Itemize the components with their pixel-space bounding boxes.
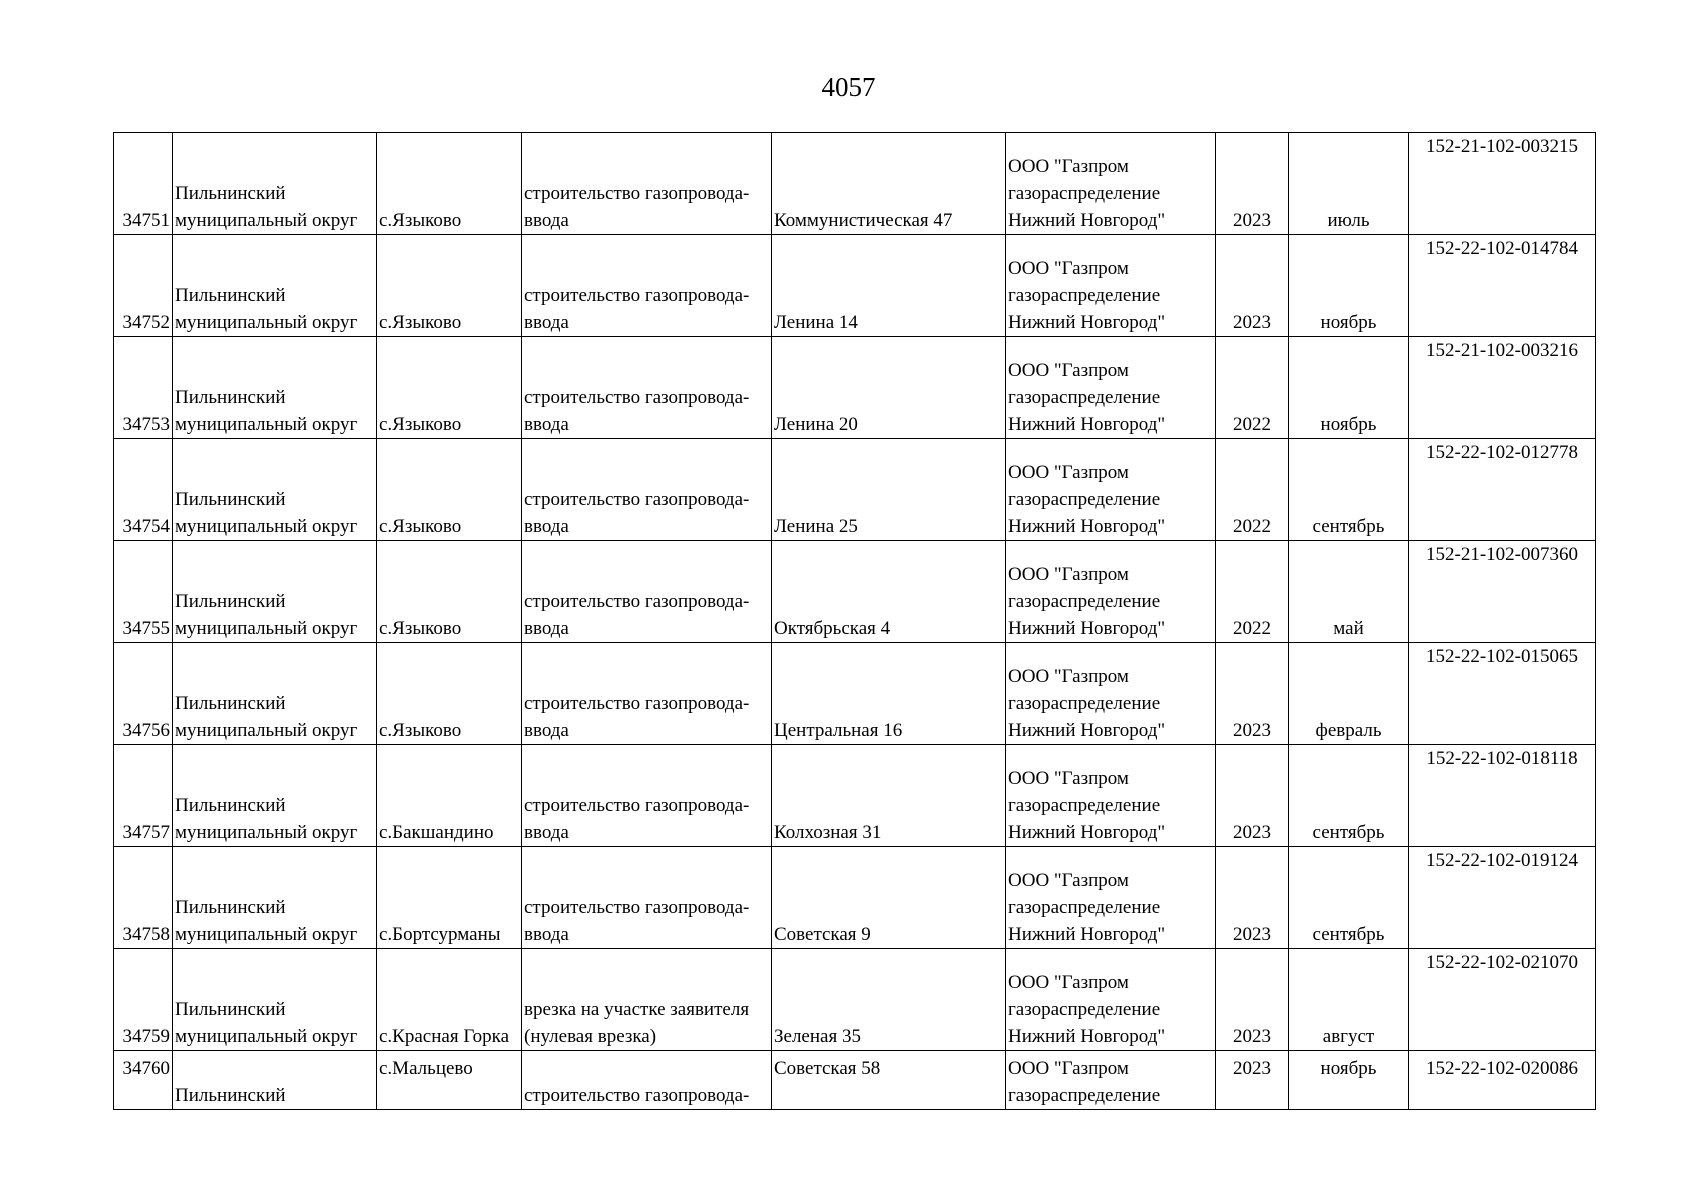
organization-cell-line: Нижний Новгород" <box>1008 924 1166 945</box>
work-type-cell-line: строительство газопровода- <box>524 387 750 408</box>
work-type-cell <box>522 949 772 1051</box>
table-row <box>114 1051 1596 1110</box>
address-cell: Зеленая 35 <box>772 949 1006 1051</box>
work-type-cell <box>522 541 772 643</box>
settlement-cell: с.Языково <box>377 439 522 541</box>
work-type-cell <box>522 133 772 235</box>
settlement-cell: с.Языково <box>377 133 522 235</box>
month-cell: сентябрь <box>1289 439 1409 541</box>
row-number-cell: 34757 <box>114 745 173 847</box>
month-cell: февраль <box>1289 643 1409 745</box>
row-number-cell: 34758 <box>114 847 173 949</box>
address-cell: Коммунистическая 47 <box>772 133 1006 235</box>
work-type-cell-line: (нулевая врезка) <box>524 1026 657 1047</box>
work-type-cell <box>522 235 772 337</box>
district-cell-line: муниципальный округ <box>175 210 358 231</box>
work-type-cell-line: строительство газопровода- <box>524 285 750 306</box>
year-cell: 2022 <box>1216 337 1289 439</box>
row-number-cell: 34759 <box>114 949 173 1051</box>
district-cell-line: Пильнинский <box>175 387 286 408</box>
month-cell: сентябрь <box>1289 745 1409 847</box>
district-cell-line: Пильнинский <box>175 591 286 612</box>
settlement-cell: с.Красная Горка <box>377 949 522 1051</box>
district-cell-line: муниципальный округ <box>175 618 358 639</box>
month-cell: ноябрь <box>1289 1051 1409 1110</box>
work-type-cell-line: строительство газопровода- <box>524 897 750 918</box>
organization-cell-line: Нижний Новгород" <box>1008 312 1166 333</box>
organization-cell <box>1006 439 1216 541</box>
row-number-cell: 34760 <box>114 1051 173 1110</box>
organization-cell <box>1006 337 1216 439</box>
organization-cell-line: Нижний Новгород" <box>1008 822 1166 843</box>
work-type-cell <box>522 337 772 439</box>
row-number-cell: 34753 <box>114 337 173 439</box>
address-cell: Советская 9 <box>772 847 1006 949</box>
code-cell: 152-21-102-007360 <box>1409 541 1596 643</box>
district-cell-line: муниципальный округ <box>175 720 358 741</box>
organization-cell-line: Нижний Новгород" <box>1008 618 1166 639</box>
year-cell: 2023 <box>1216 745 1289 847</box>
district-cell <box>173 235 377 337</box>
address-cell: Ленина 14 <box>772 235 1006 337</box>
organization-cell-line: газораспределение <box>1008 183 1161 204</box>
district-cell-line: Пильнинский <box>175 897 286 918</box>
month-cell: август <box>1289 949 1409 1051</box>
work-type-cell-line: строительство газопровода- <box>524 795 750 816</box>
district-cell-line: муниципальный округ <box>175 516 358 537</box>
work-type-cell <box>522 1051 772 1110</box>
organization-cell-line: газораспределение <box>1008 693 1161 714</box>
organization-cell-line: газораспределение <box>1008 489 1161 510</box>
organization-cell-line: газораспределение <box>1008 795 1161 816</box>
work-type-cell <box>522 745 772 847</box>
organization-cell-line: ООО "Газпром <box>1008 666 1129 687</box>
organization-cell-line: газораспределение <box>1008 591 1161 612</box>
address-cell: Советская 58 <box>772 1051 1006 1110</box>
address-cell: Колхозная 31 <box>772 745 1006 847</box>
register-body <box>114 133 1596 1110</box>
work-type-cell-line: врезка на участке заявителя <box>524 999 750 1020</box>
month-cell: ноябрь <box>1289 235 1409 337</box>
organization-cell-line: Нижний Новгород" <box>1008 414 1166 435</box>
settlement-cell: с.Бортсурманы <box>377 847 522 949</box>
work-type-cell-line: ввода <box>524 414 569 435</box>
organization-cell-line: Нижний Новгород" <box>1008 210 1166 231</box>
row-number-cell: 34751 <box>114 133 173 235</box>
table-row <box>114 745 1596 847</box>
code-cell: 152-22-102-015065 <box>1409 643 1596 745</box>
organization-cell <box>1006 235 1216 337</box>
organization-cell <box>1006 745 1216 847</box>
organization-cell <box>1006 133 1216 235</box>
organization-cell <box>1006 643 1216 745</box>
district-cell-line: муниципальный округ <box>175 1026 358 1047</box>
register-table <box>113 132 1596 1110</box>
organization-cell-line: газораспределение <box>1008 285 1161 306</box>
district-cell <box>173 643 377 745</box>
organization-cell <box>1006 1051 1216 1110</box>
address-cell: Ленина 20 <box>772 337 1006 439</box>
district-cell-line: Пильнинский <box>175 1085 286 1106</box>
organization-cell-line: Нижний Новгород" <box>1008 516 1166 537</box>
district-cell <box>173 541 377 643</box>
month-cell: ноябрь <box>1289 337 1409 439</box>
code-cell: 152-21-102-003216 <box>1409 337 1596 439</box>
year-cell: 2022 <box>1216 439 1289 541</box>
code-cell: 152-22-102-014784 <box>1409 235 1596 337</box>
settlement-cell: с.Мальцево <box>377 1051 522 1110</box>
code-cell: 152-22-102-019124 <box>1409 847 1596 949</box>
work-type-cell-line: ввода <box>524 516 569 537</box>
district-cell-line: Пильнинский <box>175 693 286 714</box>
table-row <box>114 235 1596 337</box>
organization-cell-line: газораспределение <box>1008 387 1161 408</box>
work-type-cell-line: ввода <box>524 312 569 333</box>
year-cell: 2022 <box>1216 541 1289 643</box>
work-type-cell-line: строительство газопровода- <box>524 591 750 612</box>
year-cell: 2023 <box>1216 133 1289 235</box>
organization-cell-line: ООО "Газпром <box>1008 972 1129 993</box>
organization-cell-line: ООО "Газпром <box>1008 258 1129 279</box>
code-cell: 152-22-102-012778 <box>1409 439 1596 541</box>
work-type-cell-line: строительство газопровода- <box>524 183 750 204</box>
table-row <box>114 643 1596 745</box>
address-cell: Центральная 16 <box>772 643 1006 745</box>
work-type-cell-line: строительство газопровода- <box>524 693 750 714</box>
year-cell: 2023 <box>1216 847 1289 949</box>
organization-cell-line: ООО "Газпром <box>1008 462 1129 483</box>
district-cell-line <box>175 1055 374 1082</box>
code-cell: 152-22-102-018118 <box>1409 745 1596 847</box>
work-type-cell-line: ввода <box>524 720 569 741</box>
settlement-cell: с.Языково <box>377 337 522 439</box>
month-cell: сентябрь <box>1289 847 1409 949</box>
page-number: 4057 <box>821 72 876 102</box>
year-cell: 2023 <box>1216 1051 1289 1110</box>
work-type-cell-line: ввода <box>524 210 569 231</box>
work-type-cell-line: ввода <box>524 618 569 639</box>
district-cell-line: муниципальный округ <box>175 822 358 843</box>
code-cell: 152-22-102-020086 <box>1409 1051 1596 1110</box>
district-cell <box>173 439 377 541</box>
organization-cell-line: ООО "Газпром <box>1008 156 1129 177</box>
settlement-cell: с.Языково <box>377 643 522 745</box>
year-cell: 2023 <box>1216 643 1289 745</box>
work-type-cell-line <box>524 1055 769 1082</box>
district-cell <box>173 133 377 235</box>
work-type-cell <box>522 643 772 745</box>
address-cell: Октябрьская 4 <box>772 541 1006 643</box>
settlement-cell: с.Языково <box>377 541 522 643</box>
row-number-cell: 34756 <box>114 643 173 745</box>
organization-cell-line: ООО "Газпром <box>1008 564 1129 585</box>
district-cell-line: муниципальный округ <box>175 312 358 333</box>
district-cell-line: Пильнинский <box>175 999 286 1020</box>
year-cell: 2023 <box>1216 235 1289 337</box>
district-cell-line: муниципальный округ <box>175 414 358 435</box>
row-number-cell: 34755 <box>114 541 173 643</box>
settlement-cell: с.Языково <box>377 235 522 337</box>
organization-cell-line: газораспределение <box>1008 1085 1161 1106</box>
code-cell: 152-21-102-003215 <box>1409 133 1596 235</box>
organization-cell <box>1006 949 1216 1051</box>
organization-cell-line: газораспределение <box>1008 999 1161 1020</box>
year-cell: 2023 <box>1216 949 1289 1051</box>
work-type-cell-line: строительство газопровода- <box>524 489 750 510</box>
code-cell: 152-22-102-021070 <box>1409 949 1596 1051</box>
organization-cell <box>1006 541 1216 643</box>
organization-cell-line: ООО "Газпром <box>1008 768 1129 789</box>
work-type-cell <box>522 847 772 949</box>
organization-cell-line: газораспределение <box>1008 897 1161 918</box>
table-row <box>114 133 1596 235</box>
district-cell <box>173 745 377 847</box>
district-cell-line: Пильнинский <box>175 183 286 204</box>
district-cell-line: муниципальный округ <box>175 924 358 945</box>
table-row <box>114 541 1596 643</box>
organization-cell-line: ООО "Газпром <box>1008 360 1129 381</box>
month-cell: май <box>1289 541 1409 643</box>
organization-cell-line: ООО "Газпром <box>1008 870 1129 891</box>
work-type-cell-line: строительство газопровода- <box>524 1085 750 1106</box>
table-row <box>114 949 1596 1051</box>
organization-cell <box>1006 847 1216 949</box>
table-row <box>114 847 1596 949</box>
district-cell <box>173 847 377 949</box>
district-cell <box>173 337 377 439</box>
work-type-cell-line: ввода <box>524 924 569 945</box>
month-cell: июль <box>1289 133 1409 235</box>
district-cell-line: Пильнинский <box>175 285 286 306</box>
organization-cell-line: Нижний Новгород" <box>1008 1026 1166 1047</box>
work-type-cell <box>522 439 772 541</box>
row-number-cell: 34752 <box>114 235 173 337</box>
table-row <box>114 337 1596 439</box>
work-type-cell-line: ввода <box>524 822 569 843</box>
settlement-cell: с.Бакшандино <box>377 745 522 847</box>
organization-cell-line: Нижний Новгород" <box>1008 720 1166 741</box>
address-cell: Ленина 25 <box>772 439 1006 541</box>
district-cell <box>173 949 377 1051</box>
organization-cell-line: ООО "Газпром <box>1008 1058 1129 1079</box>
district-cell-line: Пильнинский <box>175 489 286 510</box>
row-number-cell: 34754 <box>114 439 173 541</box>
district-cell-line: Пильнинский <box>175 795 286 816</box>
table-row <box>114 439 1596 541</box>
district-cell <box>173 1051 377 1110</box>
